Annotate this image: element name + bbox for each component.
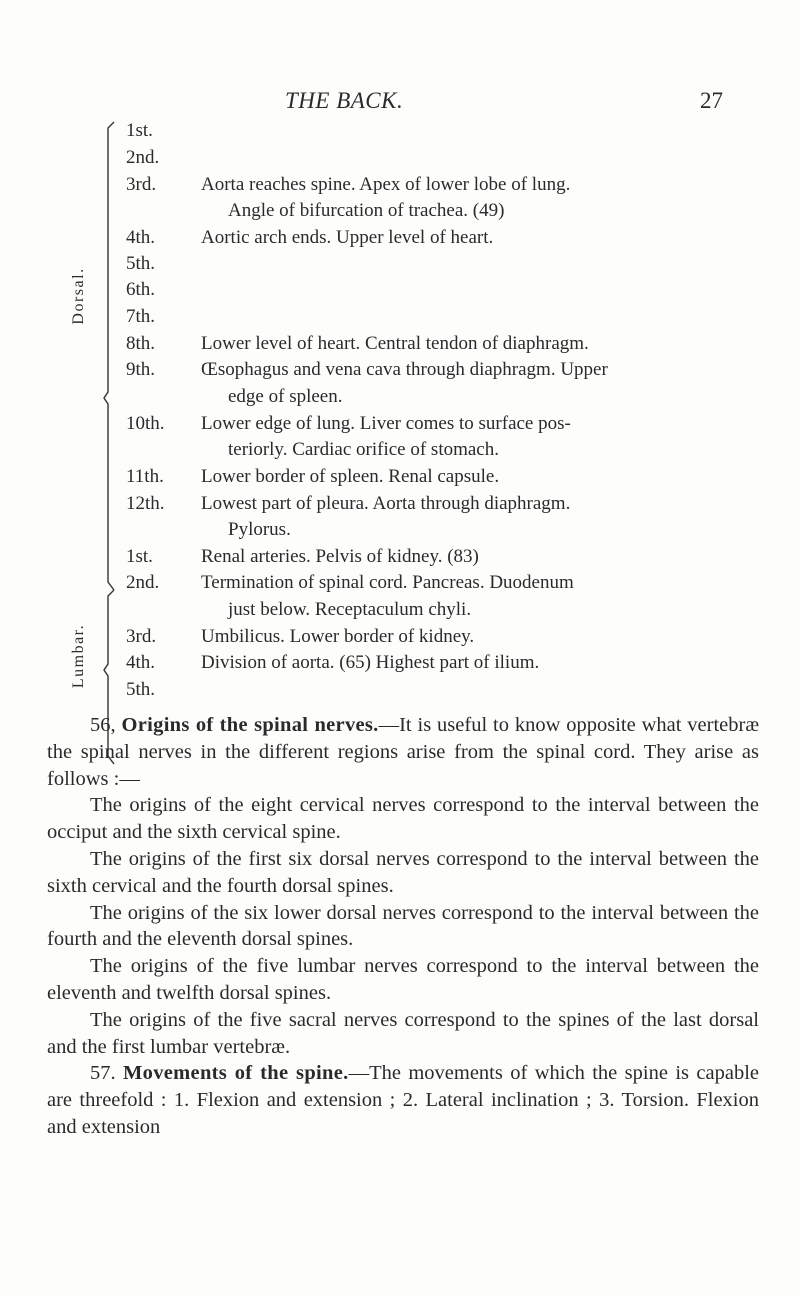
vertebra-number: 1st. <box>126 546 153 567</box>
section-number: 56, <box>90 714 116 736</box>
paragraph: The origins of the eight cervical nerves correspond to the interval between the occiput and the sixth cervical spine. <box>47 794 759 844</box>
vertebra-landmarks-continued: Pylorus. <box>228 519 291 540</box>
vertebra-number: 12th. <box>126 493 165 514</box>
dorsal-label: Dorsal. <box>70 267 87 325</box>
vertebra-landmarks: Termination of spinal cord. Pancreas. Duodenum <box>201 572 574 593</box>
vertebra-number: 10th. <box>126 413 165 434</box>
section-intro-text: —It is useful to know opposite what vertebræ the spinal nerves in the different regions arise from the spinal cord. They arise as follows :— <box>47 714 760 790</box>
vertebra-number: 8th. <box>126 333 156 354</box>
vertebra-landmarks: Aortic arch ends. Upper level of heart. <box>201 227 494 248</box>
vertebra-number: 11th. <box>126 466 164 487</box>
vertebra-landmarks: Lower level of heart. Central tendon of diaphragm. <box>201 333 589 354</box>
vertebra-number: 3rd. <box>126 626 157 647</box>
vertebra-number: 2nd. <box>126 147 160 168</box>
vertebra-landmarks-continued: teriorly. Cardiac orifice of stomach. <box>228 439 499 460</box>
vertebra-landmarks: Division of aorta. (65) Highest part of ilium. <box>201 652 540 673</box>
vertebra-landmarks-continued: just below. Receptaculum chyli. <box>228 599 472 620</box>
vertebra-number: 7th. <box>126 306 156 327</box>
vertebra-landmarks: Renal arteries. Pelvis of kidney. (83) <box>201 546 479 567</box>
section-heading: Movements of the spine. <box>123 1062 349 1085</box>
vertebra-landmarks-continued: Angle of bifurcation of trachea. (49) <box>228 200 505 221</box>
section-56-intro <box>47 712 759 792</box>
section-text: —The movements of which the spine is capable are threefold : 1. Flexion and extension ; 2. Lateral inclination ; 3. Torsion. Flexion and extension <box>47 1062 759 1138</box>
paragraph: The origins of the six lower dorsal nerves correspond to the interval between the fourth and the eleventh dorsal spines. <box>47 901 759 951</box>
vertebra-number: 4th. <box>126 652 156 673</box>
vertebra-landmarks: Lower border of spleen. Renal capsule. <box>201 466 500 487</box>
vertebra-landmarks-continued: edge of spleen. <box>228 386 343 407</box>
paragraph: The origins of the five lumbar nerves correspond to the interval between the eleventh and twelfth dorsal spines. <box>47 955 759 1004</box>
vertebra-landmarks: Lower edge of lung. Liver comes to surface pos- <box>201 413 571 434</box>
vertebra-landmarks: Œsophagus and vena cava through diaphragm. Upper <box>201 359 608 380</box>
running-title: THE BACK. <box>285 88 404 113</box>
section-57 <box>47 1060 759 1140</box>
vertebra-number: 3rd. <box>126 174 157 195</box>
vertebra-number: 1st. <box>126 120 153 141</box>
vertebra-number: 5th. <box>126 253 156 274</box>
vertebra-number: 5th. <box>126 679 156 700</box>
section-56 <box>47 712 759 1141</box>
vertebra-number: 6th. <box>126 279 156 300</box>
vertebra-number: 9th. <box>126 359 156 380</box>
page-number: 27 <box>700 88 723 113</box>
vertebra-landmarks: Umbilicus. Lower border of kidney. <box>201 626 475 647</box>
paragraph: The origins of the first six dorsal nerves correspond to the interval between the sixth cervical and the fourth dorsal spines. <box>47 847 759 897</box>
section-heading: Origins of the spinal nerves. <box>121 714 379 736</box>
vertebra-number: 4th. <box>126 227 156 248</box>
running-head <box>0 88 800 118</box>
paragraph: The origins of the five sacral nerves correspond to the spines of the last dorsal and the first lumbar vertebræ. <box>47 1008 759 1058</box>
vertebra-landmarks: Lowest part of pleura. Aorta through diaphragm. <box>201 493 571 514</box>
lumbar-label: Lumbar. <box>70 623 87 689</box>
section-number: 57. <box>90 1062 116 1085</box>
vertebra-landmarks: Aorta reaches spine. Apex of lower lobe of lung. <box>201 174 571 195</box>
vertebra-number: 2nd. <box>126 572 160 593</box>
